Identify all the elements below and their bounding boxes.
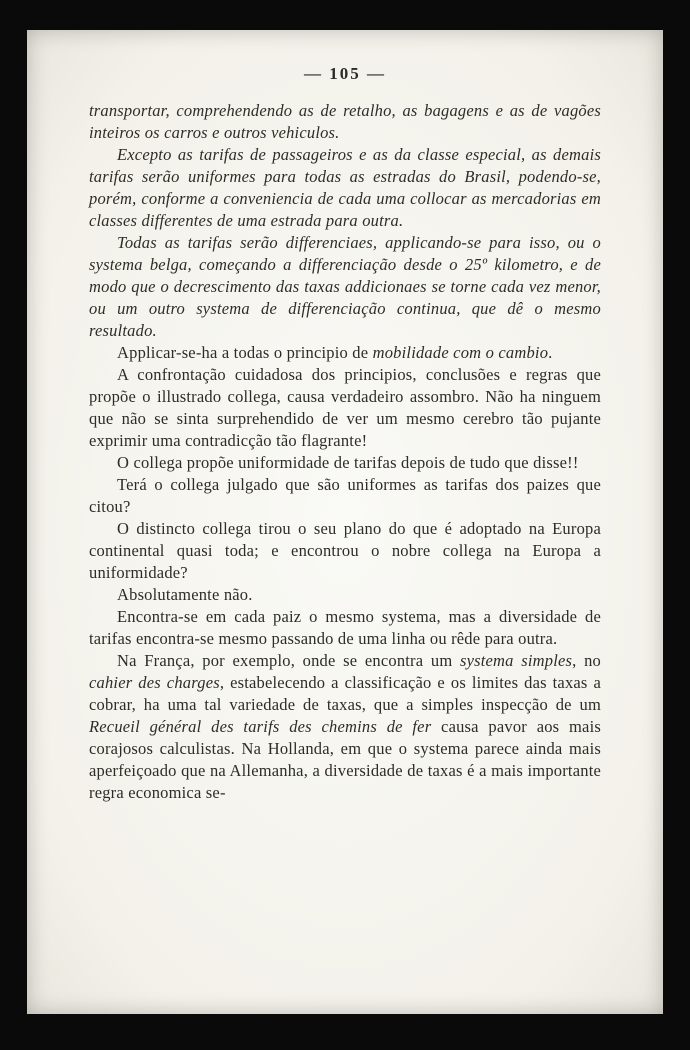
text-segment: causa pavor aos mais corajosos calculistas. Na Hollanda, em que o systema parece ainda mais aperfeiçoado que na Allemanha, a diversidade de taxas é a mais importante regra economica se-	[89, 717, 601, 802]
paragraph	[89, 364, 601, 452]
text-segment: Na França, por exemplo, onde se encontra um	[117, 651, 460, 670]
text-segment: O distincto collega tirou o seu plano do que é adoptado na Europa continental quasi toda; e encontrou o nobre collega na Europa a uniformidade?	[89, 519, 601, 582]
text-segment: , estabelecendo a classificação e os limites das taxas a cobrar, ha uma tal variedade de taxas, que a simples inspecção de um	[89, 673, 602, 714]
text-segment: transportar, comprehendendo as de retalho, as bagagens e as de vagões inteiros os carros e outros vehiculos.	[89, 101, 601, 142]
text-segment: .	[548, 343, 553, 362]
text-segment: Todas as tarifas serão differenciaes, applicando-se para isso, ou o systema belga, começando a differenciação desde o 25º kilometro, e de modo que o decrescimento das taxas addicionaes se torne cada vez menor, ou um outro systema de differenciação continua, que dê o mesmo resultado.	[89, 233, 601, 340]
text-segment: Absolutamente não.	[117, 585, 253, 604]
page-header	[89, 64, 601, 84]
text-segment: Recueil général des tarifs des chemins de fer	[89, 717, 432, 736]
page-number: — 105 —	[304, 64, 386, 83]
text-segment: Terá o collega julgado que são uniformes as tarifas dos paizes que citou?	[89, 475, 601, 516]
text-segment: Encontra-se em cada paiz o mesmo systema, mas a diversidade de tarifas encontra-se mesmo passando de uma linha ou rêde para outra.	[89, 607, 601, 648]
text-segment: , no	[572, 651, 601, 670]
text-segment: cahier des charges	[89, 673, 220, 692]
paragraph	[89, 144, 601, 232]
page-text	[89, 100, 601, 804]
paragraph	[89, 452, 601, 474]
text-segment: mobilidade com o cambio	[372, 343, 549, 362]
paragraph	[89, 606, 601, 650]
text-segment: A confrontação cuidadosa dos principios, conclusões e regras que propõe o illustrado collega, causa verdadeiro assombro. Não ha ninguem que não se sinta surprehendido de ver um mesmo cerebro tão pujante exprimir uma contradicção tão flagrante!	[89, 365, 601, 450]
paragraph	[89, 232, 601, 342]
paragraph	[89, 100, 601, 144]
text-segment: systema simples	[459, 651, 573, 670]
paragraph	[89, 342, 601, 364]
text-segment: Applicar-se-ha a todas o principio de	[117, 343, 373, 362]
paragraph	[89, 584, 601, 606]
paragraph	[89, 518, 601, 584]
paragraph	[89, 650, 601, 804]
text-segment: Excepto as tarifas de passageiros e as da classe especial, as demais tarifas serão uniformes para todas as estradas do Brasil, podendo-se, porém, conforme a conveniencia de cada uma collocar as mercadorias em classes differentes de uma estrada para outra.	[89, 145, 601, 230]
text-segment: O collega propõe uniformidade de tarifas depois de tudo que disse!!	[117, 453, 579, 472]
book-page	[27, 30, 663, 1014]
paragraph	[89, 474, 601, 518]
